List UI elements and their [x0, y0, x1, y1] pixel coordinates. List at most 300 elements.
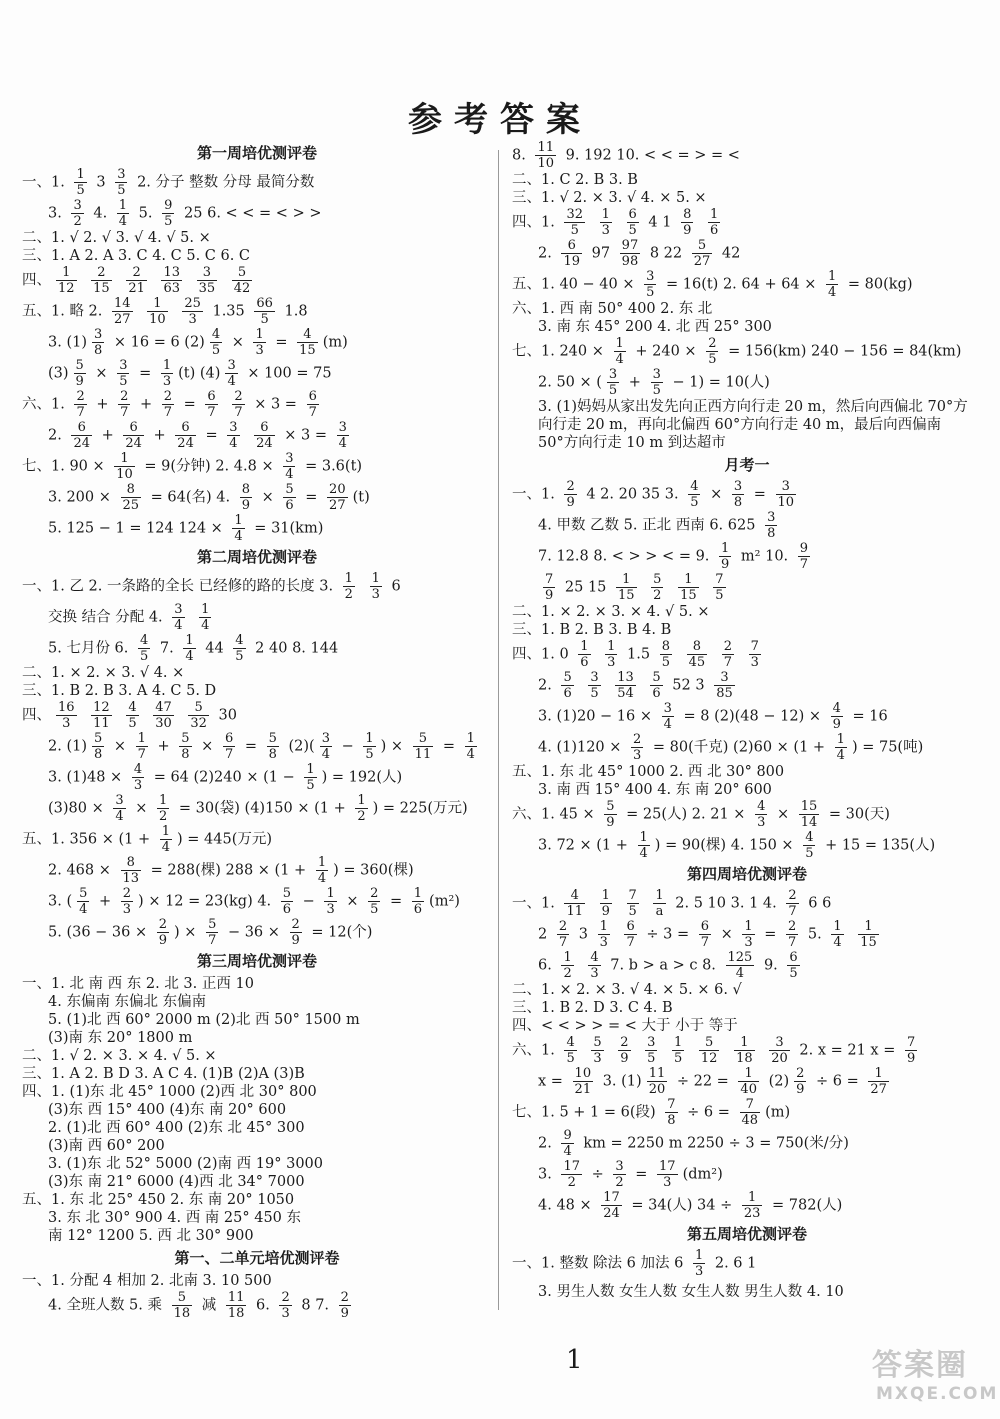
numerator: 1: [607, 639, 616, 654]
numerator: 1: [371, 571, 380, 586]
fraction: [126, 265, 147, 296]
denominator: 5: [646, 285, 655, 300]
fraction: [161, 265, 182, 296]
fraction: [121, 482, 142, 513]
answer-line: (3)东 西 15° 400 (4)东 南 20° 600: [48, 1102, 287, 1118]
fraction: [755, 799, 767, 830]
fraction: [607, 367, 619, 398]
denominator: 2: [567, 1175, 576, 1190]
denominator: 5: [590, 686, 599, 701]
fraction: [905, 1035, 917, 1066]
numerator: 97: [621, 238, 639, 253]
fraction: [223, 731, 235, 762]
numerator: 5: [79, 886, 88, 901]
answer-line: 50°方向行走 10 m 到达超市: [538, 435, 726, 451]
numerator: 1: [833, 919, 842, 934]
numerator: 1: [678, 572, 699, 588]
denominator: 8: [268, 747, 277, 762]
denominator: 24: [177, 436, 194, 451]
numerator: 13: [617, 670, 634, 685]
fraction: [706, 336, 718, 367]
fraction: [339, 1290, 351, 1321]
answer-line: 2. 468 × $\frac{8}{13}$ = 288(棵) 288 × (1 + $\frac{1}{4}$ ) = 360(棵): [48, 855, 414, 886]
fraction: [734, 1035, 755, 1066]
numerator: 1: [201, 602, 210, 617]
fraction: [564, 479, 576, 510]
numerator: 2: [796, 1066, 805, 1081]
denominator: 9: [796, 1082, 805, 1097]
answer-line: 5. 七月份 6. $\frac{4}{5}$ 7. $\frac{1}{4}$ 44 $\frac{4}{5}$ 2 40 8. 144: [48, 633, 339, 664]
fraction: [172, 602, 184, 633]
denominator: 8: [667, 1113, 676, 1128]
denominator: 3: [122, 902, 132, 917]
denominator: 5: [708, 352, 717, 367]
numerator: 1: [317, 855, 327, 870]
fraction: [831, 701, 843, 732]
denominator: 9: [241, 498, 251, 513]
denominator: 10: [777, 495, 795, 510]
denominator: 27: [870, 1082, 887, 1097]
fraction: [74, 358, 86, 389]
fraction: [281, 886, 293, 917]
answer-line: 一、1. $\frac{4}{11}$ $\frac{1}{9}$ $\frac{7}{5}$ $\frac{1}{a}$ 2. 5 10 3. 1 4. $\frac{2}{7}$ 6 6: [512, 888, 832, 919]
fraction: [232, 513, 244, 544]
numerator: 1: [655, 888, 664, 903]
fraction: [600, 888, 612, 919]
answer-line: 二、1. × 2. × 3. √ 4. ×: [22, 665, 185, 681]
fraction: [232, 389, 244, 420]
numerator: 9: [164, 198, 173, 213]
denominator: 5: [628, 223, 637, 238]
numerator: 1: [828, 269, 837, 284]
fraction: [631, 732, 643, 763]
fraction: [561, 670, 573, 701]
denominator: 18: [173, 1306, 191, 1321]
fraction: [91, 265, 112, 296]
fraction: [126, 700, 138, 731]
numerator: 3: [285, 451, 294, 466]
numerator: 2: [566, 479, 575, 494]
fraction: [588, 950, 600, 981]
section-heading: 第一周培优测评卷: [196, 144, 317, 162]
denominator: 5: [805, 846, 814, 861]
fraction: [665, 1097, 677, 1128]
numerator: 1: [326, 886, 335, 901]
answer-line: (3)东 南 21° 6000 (4)西 北 34° 7000: [48, 1174, 305, 1190]
numerator: 8: [241, 482, 251, 497]
denominator: 10: [116, 467, 133, 482]
denominator: 3: [607, 655, 616, 670]
fraction: [343, 571, 355, 602]
fraction: [233, 633, 245, 664]
denominator: 45: [688, 655, 706, 670]
numerator: 4: [832, 701, 841, 716]
fraction: [713, 572, 725, 603]
numerator: 2: [126, 265, 147, 281]
denominator: 6: [413, 902, 423, 917]
fraction: [132, 762, 144, 793]
answer-line: 三、1. B 2. D 3. C 4. B: [512, 1000, 673, 1016]
answer-line: 3. $\frac{17}{2}$ ÷ $\frac{3}{2}$ = $\frac{17}{3}$ (dm²): [538, 1159, 723, 1190]
denominator: 15: [860, 935, 877, 950]
answer-line: 七、1. 240 × $\frac{1}{4}$ + 240 × $\frac{2}{5}$ = 156(km) 240 − 156 = 84(km): [512, 336, 962, 367]
denominator: 5: [260, 312, 269, 327]
fraction: [645, 1035, 657, 1066]
numerator: 1: [147, 296, 168, 312]
numerator: 5: [652, 670, 661, 685]
numerator: 8: [121, 482, 142, 498]
fraction: [598, 919, 610, 950]
denominator: 27: [693, 254, 711, 269]
denominator: 25: [122, 498, 140, 513]
answer-line: 五、1. 40 − 40 × $\frac{3}{5}$ = 16(t) 2. 64 + 64 × $\frac{1}{4}$ = 80(kg): [512, 269, 913, 300]
denominator: 5: [674, 1051, 683, 1066]
answer-line: 6. $\frac{1}{2}$ $\frac{4}{3}$ 7. b > a > c 8. $\frac{125}{4}$ 9. $\frac{6}{5}$: [538, 950, 798, 981]
fraction: [644, 269, 656, 300]
numerator: 4: [235, 633, 244, 648]
fraction: [175, 420, 196, 451]
denominator: 7: [208, 933, 217, 948]
denominator: 9: [340, 1306, 349, 1321]
numerator: 11: [537, 140, 554, 155]
denominator: 9: [721, 557, 730, 572]
numerator: 3: [769, 1035, 790, 1051]
denominator: 3: [281, 1306, 290, 1321]
denominator: 5: [211, 343, 221, 358]
denominator: 5: [652, 383, 661, 398]
fraction: [297, 327, 318, 358]
numerator: 2: [91, 265, 112, 281]
answer-line: 3. (1)妈妈从家出发先向正西方向行走 20 m，然后向西偏北 70°方: [538, 399, 968, 415]
numerator: 5: [699, 1035, 720, 1051]
fraction: [561, 238, 582, 269]
fraction: [162, 198, 174, 229]
denominator: 4: [639, 846, 648, 861]
answer-line: 六、1. $\frac{2}{7}$ + $\frac{2}{7}$ + $\frac{2}{7}$ = $\frac{6}{7}$ $\frac{2}{7}$ × 3 = $\frac{6}{7}$: [22, 389, 317, 420]
denominator: 4: [227, 374, 236, 389]
numerator: 9: [799, 541, 809, 556]
fraction: [573, 1066, 594, 1097]
denominator: 7: [788, 904, 797, 919]
numerator: 2: [291, 917, 300, 932]
denominator: 8: [181, 747, 190, 762]
denominator: 2: [73, 214, 82, 229]
numerator: 3: [93, 327, 103, 342]
denominator: 42: [233, 281, 251, 296]
numerator: 1: [563, 950, 572, 965]
numerator: 5: [593, 1035, 602, 1050]
answer-line: 4. 东偏南 东偏北 东偏南: [48, 994, 207, 1010]
denominator: 5: [608, 383, 618, 398]
denominator: 5: [628, 904, 637, 919]
fraction: [765, 510, 777, 541]
denominator: 63: [163, 281, 181, 296]
numerator: 7: [628, 888, 637, 903]
answer-line: 一、1. 分配 4 相加 2. 北南 3. 10 500: [22, 1273, 272, 1289]
numerator: 3: [663, 701, 672, 716]
fraction: [91, 700, 112, 731]
denominator: 5: [306, 778, 315, 793]
fraction: [564, 1035, 576, 1066]
denominator: 14: [800, 815, 818, 830]
numerator: 3: [733, 479, 743, 494]
denominator: 4: [115, 809, 124, 824]
fraction: [627, 207, 639, 238]
numerator: 11: [648, 1066, 666, 1081]
denominator: 2: [563, 966, 572, 981]
denominator: 4: [317, 871, 327, 886]
numerator: 3: [229, 420, 238, 435]
fraction: [56, 265, 77, 296]
denominator: 98: [621, 254, 639, 269]
denominator: 7: [163, 405, 173, 420]
denominator: 4: [285, 467, 294, 482]
fraction: [147, 296, 168, 327]
answer-line: 二、1. √ 2. √ 3. √ 4. √ 5. ×: [22, 230, 211, 246]
fraction: [786, 919, 798, 950]
denominator: 4: [161, 840, 171, 855]
numerator: 10: [574, 1066, 592, 1081]
fraction: [232, 265, 253, 296]
numerator: 2: [120, 389, 129, 404]
numerator: 2: [234, 389, 243, 404]
fraction: [413, 731, 434, 762]
fraction: [660, 639, 672, 670]
denominator: 15: [680, 588, 697, 603]
answer-line: 五、1. 略 2. $\frac{14}{27}$ $\frac{1}{10}$ $\frac{25}{3}$ 1.35 $\frac{66}{5}$ 1.8: [22, 296, 308, 327]
section-heading: 第一、二单元培优测评卷: [174, 1249, 340, 1267]
column-divider: [498, 150, 499, 1310]
numerator: 1: [615, 336, 624, 351]
numerator: 66: [256, 296, 273, 311]
numerator: 1: [185, 633, 194, 648]
numerator: 4: [590, 950, 599, 965]
fraction: [113, 793, 125, 824]
denominator: 8: [93, 747, 103, 762]
denominator: 9: [291, 933, 300, 948]
denominator: 6: [652, 686, 661, 701]
denominator: 6: [709, 223, 719, 238]
fraction: [92, 731, 104, 762]
denominator: 6: [580, 655, 589, 670]
denominator: 3: [62, 716, 71, 731]
numerator: 5: [181, 731, 190, 746]
numerator: 16: [58, 700, 75, 715]
answer-line: 三、1. B 2. B 3. A 4. C 5. D: [22, 683, 217, 699]
denominator: 32: [190, 716, 207, 731]
denominator: 9: [545, 588, 554, 603]
section-heading: 月考一: [724, 456, 770, 474]
denominator: 5: [76, 183, 85, 198]
numerator: 1: [56, 265, 77, 281]
page-title: 参考答案: [408, 100, 592, 140]
numerator: 6: [123, 420, 144, 436]
numerator: 5: [93, 731, 103, 746]
numerator: 2: [158, 917, 168, 932]
numerator: 3: [776, 479, 797, 495]
numerator: 9: [563, 1128, 572, 1143]
numerator: 6: [224, 731, 234, 746]
fraction: [283, 451, 295, 482]
denominator: 12: [58, 281, 75, 296]
fraction: [327, 482, 348, 513]
watermark-logo: [872, 1340, 999, 1410]
denominator: 9: [606, 815, 615, 830]
fraction: [117, 358, 129, 389]
fraction: [56, 700, 77, 731]
fraction: [161, 358, 173, 389]
numerator: 4: [566, 1035, 575, 1050]
denominator: 6: [285, 498, 294, 513]
fraction: [368, 886, 380, 917]
fraction: [719, 541, 731, 572]
left-column: [22, 140, 492, 1321]
fraction: [605, 639, 617, 670]
answer-line: 四、< < > > = < 大于 小于 等于: [512, 1018, 738, 1034]
fraction: [749, 639, 761, 670]
denominator: 6: [563, 686, 572, 701]
fraction: [647, 1066, 668, 1097]
numerator: 2: [708, 336, 717, 351]
numerator: 5: [232, 265, 253, 281]
watermark-top: 答案圈: [872, 1348, 968, 1383]
answer-line: 七、1. 90 × $\frac{1}{10}$ = 9(分钟) 2. 4.8 × $\frac{3}{4}$ = 3.6(t): [22, 451, 363, 482]
denominator: 7: [626, 935, 635, 950]
fraction: [657, 1159, 678, 1190]
denominator: 8: [93, 343, 103, 358]
numerator: 1: [601, 888, 610, 903]
numerator: 1: [466, 731, 475, 746]
fraction: [320, 731, 332, 762]
answer-line: 一、1. 乙 2. 一条路的全长 已经修的路的长度 3. $\frac{1}{2}$ $\frac{1}{3}$ 6: [22, 571, 401, 602]
denominator: 7: [224, 747, 234, 762]
fraction: [786, 888, 798, 919]
fraction: [225, 358, 237, 389]
denominator: 3: [371, 587, 380, 602]
fraction: [769, 1035, 790, 1066]
numerator: 3: [646, 269, 655, 284]
numerator: 6: [308, 389, 317, 404]
numerator: 125: [727, 950, 753, 965]
denominator: 18: [736, 1051, 753, 1066]
fraction: [160, 824, 172, 855]
denominator: 23: [743, 1206, 761, 1221]
answer-line: 四、1. 0 $\frac{1}{6}$ $\frac{1}{3}$ 1.5 $\frac{8}{5}$ $\frac{8}{45}$ $\frac{2}{7}$ $\frac{7}{3}$: [512, 639, 759, 670]
fraction: [742, 1190, 763, 1221]
denominator: 5: [661, 655, 671, 670]
fraction: [157, 793, 169, 824]
answer-line: 二、1. C 2. B 3. B: [512, 172, 638, 188]
numerator: 7: [545, 572, 554, 587]
denominator: 7: [788, 935, 797, 950]
fraction: [183, 633, 195, 664]
denominator: 3: [188, 312, 197, 327]
fraction: [205, 389, 217, 420]
numerator: 2: [122, 886, 132, 901]
fraction: [210, 327, 222, 358]
numerator: 1: [721, 541, 730, 556]
fraction: [672, 1035, 684, 1066]
numerator: 1: [76, 167, 85, 182]
denominator: 30: [155, 716, 172, 731]
fraction: [172, 1290, 193, 1321]
fraction: [112, 296, 133, 327]
answer-line: 7. 12.8 8. < > > < = 9. $\frac{1}{9}$ m² 10. $\frac{9}{7}$: [538, 541, 809, 572]
answer-line: (3)80 × $\frac{3}{4}$ × $\frac{1}{2}$ = 30(袋) (4)150 × (1 + $\frac{1}{2}$ ) = 225(万元): [48, 793, 468, 824]
denominator: 4: [174, 618, 183, 633]
numerator: 2: [788, 919, 797, 934]
fraction: [600, 207, 612, 238]
answer-line: 2. (1)北 西 60° 400 (2)东 北 45° 300: [48, 1120, 305, 1136]
answer-line: 交换 结合 分配 4. $\frac{3}{4}$ $\frac{1}{4}$: [48, 602, 210, 633]
fraction: [742, 919, 754, 950]
answer-line: 5. (1)北 西 60° 2000 m (2)北 西 50° 1500 m: [48, 1012, 360, 1028]
denominator: a: [655, 904, 664, 919]
denominator: 9: [832, 717, 841, 732]
denominator: 5: [119, 374, 128, 389]
fraction: [254, 296, 275, 327]
answer-line: 三、1. B 2. B 3. B 4. B: [512, 622, 672, 638]
fraction: [92, 327, 104, 358]
numerator: 4: [757, 799, 766, 814]
fraction: [868, 1066, 889, 1097]
numerator: 5: [563, 670, 572, 685]
fraction: [699, 919, 711, 950]
denominator: 4: [338, 436, 347, 451]
numerator: 6: [175, 420, 196, 436]
fraction: [615, 670, 636, 701]
numerator: 6: [789, 950, 798, 965]
fraction: [290, 917, 302, 948]
numerator: 2: [76, 389, 85, 404]
denominator: 7: [234, 405, 243, 420]
denominator: 9: [566, 495, 575, 510]
numerator: 3: [174, 602, 183, 617]
numerator: 7: [667, 1097, 676, 1112]
denominator: 9: [906, 1051, 916, 1066]
denominator: 4: [836, 748, 845, 763]
denominator: 7: [137, 747, 146, 762]
numerator: 1: [357, 793, 366, 808]
denominator: 4: [663, 717, 672, 732]
numerator: 20: [329, 482, 346, 497]
fraction: [787, 950, 799, 981]
section-heading: 第三周培优测评卷: [196, 952, 317, 970]
denominator: 7: [120, 405, 129, 420]
fraction: [157, 917, 169, 948]
fraction: [355, 793, 367, 824]
numerator: 6: [628, 207, 637, 222]
section-heading: 第二周培优测评卷: [196, 548, 317, 566]
denominator: 24: [256, 436, 273, 451]
denominator: 5: [164, 214, 173, 229]
numerator: 7: [740, 1097, 761, 1113]
denominator: 7: [799, 557, 809, 572]
denominator: 2: [615, 1175, 624, 1190]
answer-line: 2. $\frac{6}{24}$ + $\frac{6}{24}$ + $\frac{6}{24}$ = $\frac{3}{4}$ $\frac{6}{24}$ × 3 = $\frac{3}{4}$: [48, 420, 347, 451]
denominator: 7: [558, 935, 568, 950]
denominator: 10: [537, 156, 554, 171]
numerator: 1: [709, 207, 719, 222]
fraction: [835, 732, 847, 763]
answer-line: 3. 南 西 15° 400 4. 东 南 20° 600: [538, 782, 772, 798]
fraction: [693, 1248, 705, 1279]
numerator: 1: [734, 1035, 755, 1051]
numerator: 1: [639, 830, 648, 845]
fraction: [182, 296, 203, 327]
fraction: [708, 207, 720, 238]
denominator: 3: [601, 223, 610, 238]
